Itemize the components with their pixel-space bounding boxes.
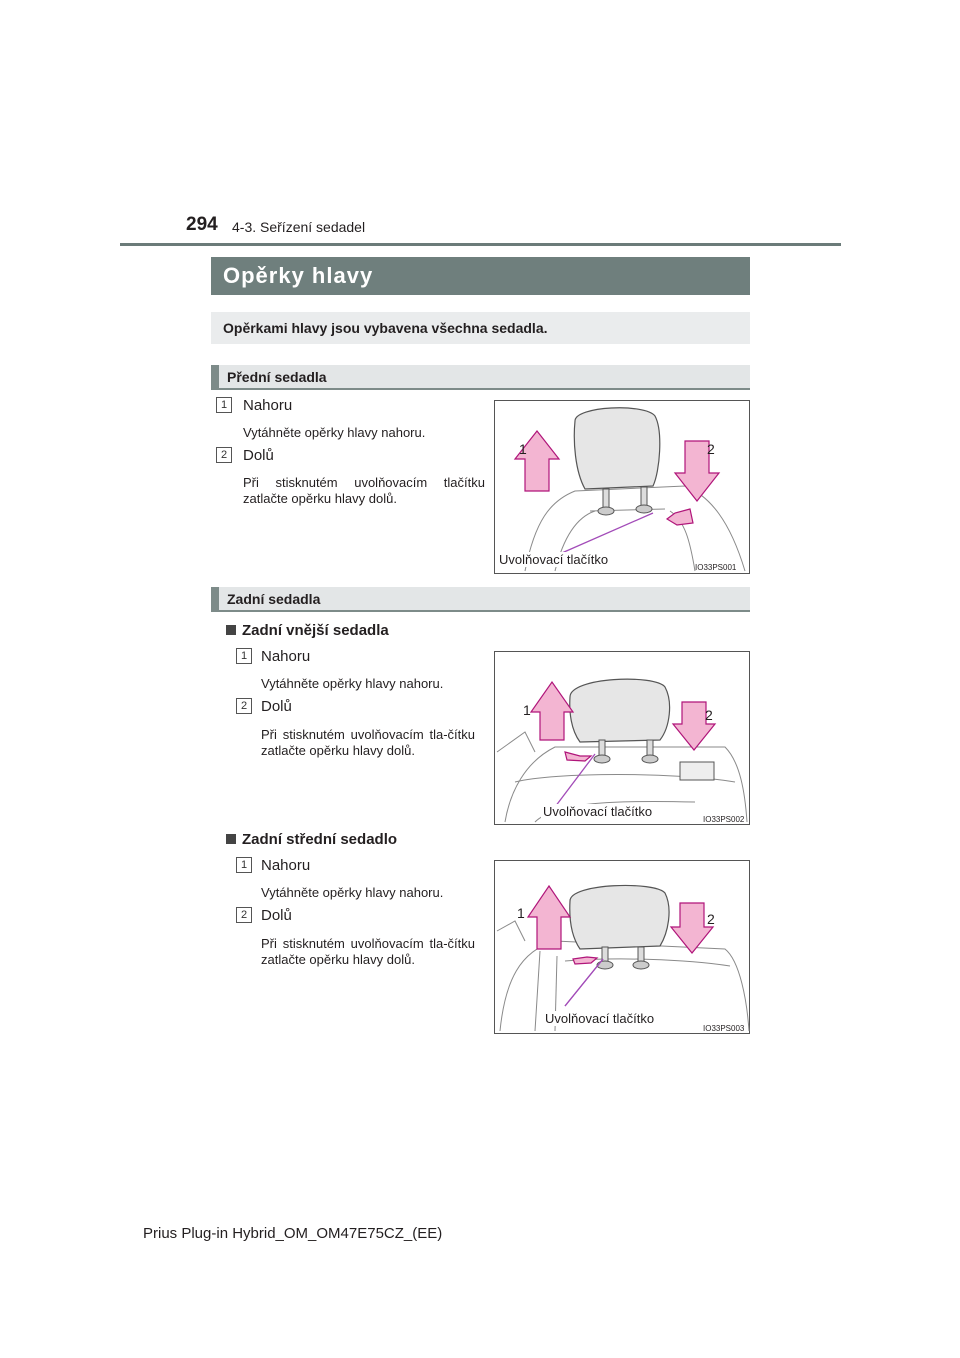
section-heading-front: Přední sedadla: [211, 365, 750, 390]
item-number-badge: 1: [216, 397, 232, 413]
item-number-badge: 2: [236, 907, 252, 923]
item-label-down: Dolů: [261, 698, 292, 715]
chapter-title: 4-3. Seřízení sedadel: [232, 219, 366, 235]
arrow-label-1: 1: [523, 702, 531, 718]
item-label-down: Dolů: [243, 447, 274, 464]
subheading-text: Zadní střední sedadlo: [242, 831, 398, 848]
item-number-badge: 2: [236, 698, 252, 714]
arrow-up-icon: [531, 682, 573, 740]
header-divider: [120, 243, 841, 246]
button-arrow-icon: [573, 957, 597, 964]
item-desc-up: Vytáhněte opěrky hlavy nahoru.: [261, 676, 444, 691]
square-bullet-icon: [226, 834, 236, 844]
item-desc-up: Vytáhněte opěrky hlavy nahoru.: [261, 885, 444, 900]
arrow-label-2: 2: [705, 707, 713, 723]
section-heading-rear: Zadní sedadla: [211, 587, 750, 612]
item-label-up: Nahoru: [261, 648, 311, 665]
figure-rear-outer-headrest: [494, 651, 750, 825]
arrow-label-1: 1: [519, 441, 527, 457]
subheading-text: Zadní vnější sedadla: [242, 622, 389, 639]
arrow-label-1: 1: [517, 905, 525, 921]
figure-caption: Uvolňovací tlačítko: [545, 1011, 655, 1026]
item-desc-down: Při stisknutém uvolňovacím tla-čítku zatlačte opěrku hlavy dolů.: [261, 727, 475, 758]
arrow-label-2: 2: [707, 441, 715, 457]
item-number-badge: 1: [236, 857, 252, 873]
item-label-up: Nahoru: [243, 397, 293, 414]
subheading-rear-outer: [226, 622, 389, 639]
figure-code: IO33PS002: [703, 815, 745, 824]
figure-caption: Uvolňovací tlačítko: [499, 552, 609, 567]
footer-doc-id: Prius Plug-in Hybrid_OM_OM47E75CZ_(EE): [143, 1225, 443, 1242]
page-title: Opěrky hlavy: [211, 257, 750, 295]
item-desc-down: Při stisknutém uvolňovacím tlačítku zatlačte opěrku hlavy dolů.: [243, 475, 485, 506]
item-desc-down: Při stisknutém uvolňovacím tla-čítku zatlačte opěrku hlavy dolů.: [261, 936, 475, 967]
page-number: 294: [186, 214, 218, 235]
item-desc-up: Vytáhněte opěrky hlavy nahoru.: [243, 425, 426, 440]
figure-front-headrest: [494, 400, 750, 574]
arrow-label-2: 2: [707, 911, 715, 927]
item-label-down: Dolů: [261, 907, 292, 924]
figure-caption: Uvolňovací tlačítko: [543, 804, 653, 819]
intro-text: Opěrkami hlavy jsou vybavena všechna sedadla.: [211, 312, 750, 344]
item-label-up: Nahoru: [261, 857, 311, 874]
item-number-badge: 1: [236, 648, 252, 664]
figure-code: IO33PS003: [703, 1024, 745, 1033]
square-bullet-icon: [226, 625, 236, 635]
arrow-up-icon: [528, 886, 570, 949]
arrow-up-icon: [515, 431, 559, 491]
figure-rear-center-headrest: [494, 860, 750, 1034]
button-arrow-icon: [565, 752, 591, 761]
subheading-rear-center: [226, 831, 397, 848]
item-number-badge: 2: [216, 447, 232, 463]
figure-code: IO33PS001: [695, 563, 737, 572]
